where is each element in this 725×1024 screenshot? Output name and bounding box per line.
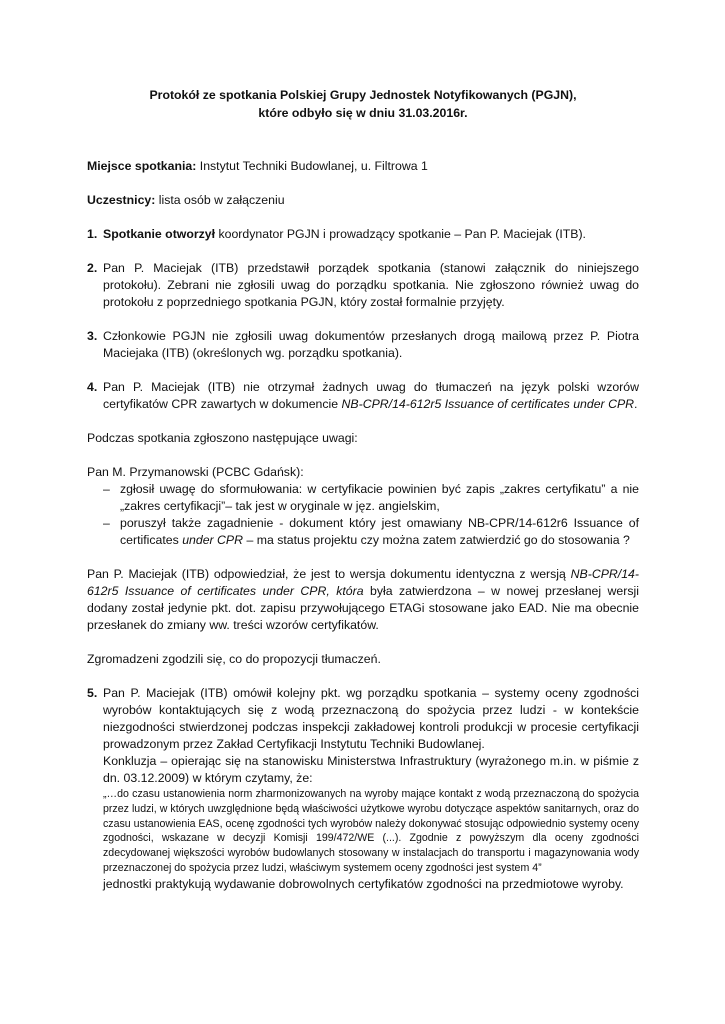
document-page	[87, 86, 639, 893]
item-2-text: Pan P. Maciejak (ITB) przedstawił porządek spotkania (stanowi załącznik do niniejszego protokołu). Zebrani nie zgłosili uwag do porządku spotkania. Nie zgłoszono również uwag do protokołu z poprzedniego spotkania PGJN, który został formalnie przyjęty.	[103, 261, 639, 309]
item-number: 4.	[87, 380, 98, 394]
meeting-place-label: Miejsce spotkania:	[87, 159, 197, 173]
item-5-text: Pan P. Maciejak (ITB) omówił kolejny pkt. wg porządku spotkania – systemy oceny zgodności wyrobów kontaktujących się z wodą przeznaczoną do spożycia przez ludzi - w kontekście niezgodności stwierdzonej podczas inspekcji zakładowej kontroli produkcji w procesie certyfikacji prowadzonym przez Zakład Certyfikacji Instytutu Techniki Budowlanej.	[103, 686, 639, 751]
response-paragraph	[87, 566, 639, 634]
bullet-2	[87, 515, 639, 549]
participants	[87, 192, 639, 209]
item-number: 2.	[87, 261, 98, 275]
participants-value: lista osób w załączeniu	[155, 193, 285, 207]
item-1-text: koordynator PGJN i prowadzący spotkanie – Pan P. Maciejak (ITB).	[215, 227, 586, 241]
item-4-text: Pan P. Maciejak (ITB) nie otrzymał żadnych uwag do tłumaczeń na język polski wzorów certyfikatów CPR zawartych w dokumencie	[103, 380, 639, 411]
item-5-conclusion: Konkluzja – opierając się na stanowisku Ministerstwa Infrastruktury (wyrażonego m.in. w piśmie z dn. 03.12.2009) w którym czytamy, że:	[103, 754, 639, 785]
item-number: 1.	[87, 227, 98, 241]
document-title	[87, 86, 639, 122]
response-doc-ref: NB-CPR/14-612r5 Issuance of certificates under CPR, która	[87, 567, 639, 598]
meeting-place	[87, 158, 639, 175]
response-start: Pan P. Maciejak (ITB) odpowiedział, że jest to wersja dokumentu identyczna z wersją	[87, 567, 571, 581]
meeting-place-value: Instytut Techniki Budowlanej, u. Filtrowa 1	[196, 159, 428, 173]
bullet-1-text: zgłosił uwagę do sformułowania: w certyfikacie powinien być zapis „zakres certyfikatu” a nie „zakres certyfikacji”– tak jest w oryginale w jęz. angielskim,	[120, 482, 639, 513]
agenda-item-1	[87, 226, 639, 243]
bullet-marker: –	[103, 516, 110, 530]
item-5-final: jednostki praktykują wydawanie dobrowolnych certyfikatów zgodności na przedmiotowe wyroby.	[103, 876, 624, 891]
item-number: 5.	[87, 686, 98, 700]
speaker: Pan M. Przymanowski (PCBC Gdańsk):	[87, 465, 304, 479]
bullet-1	[87, 481, 639, 515]
bullet-marker: –	[103, 482, 110, 496]
agenda-item-3	[87, 328, 639, 362]
item-1-bold: Spotkanie otworzył	[103, 227, 216, 241]
bullet-2-text: poruszył także zagadnienie - dokument który jest omawiany NB-CPR/14-612r6 Issuance of certificates	[120, 516, 639, 547]
title-line-1: Protokół ze spotkania Polskiej Grupy Jednostek Notyfikowanych (PGJN),	[149, 88, 577, 102]
remarks-intro: Podczas spotkania zgłoszono następujące uwagi:	[87, 431, 358, 445]
item-4-doc-ref: NB-CPR/14-612r5 Issuance of certificates under CPR	[341, 397, 635, 411]
item-4-end: .	[634, 397, 638, 411]
response-end: była zatwierdzona – w nowej przesłanej wersji dodany został jedynie pkt. dot. zapisu przywołującego ETAGi stosowane jako EAD. Nie ma obecnie przesłanek do zmiany ww. treści wzorów certyfikatów.	[87, 584, 639, 632]
ministry-quote: „…do czasu ustanowienia norm zharmonizowanych na wyroby mające kontakt z wodą przeznaczoną do spożycia przez ludzi, w których uwzględnione będą właściwości użytkowe wyrobu dotyczące aspektów sanitarnych, oraz do czasu ustanowienia EAS, ocenę zgodności tych wyrobów należy dokonywać stosując odpowiednio systemy oceny zgodności, wskazane w decyzji Komisji 199/472/WE (...). Zgodnie z powyższym dla oceny zgodności zdecydowanej większości wyrobów budowlanych stosowany w instalacjach do transportu i magazynowania wody przeznaczonej do spożycia przez ludzi, właściwym systemem oceny zgodności jest system 4”	[103, 788, 639, 874]
agenda-item-4	[87, 379, 639, 413]
item-number: 3.	[87, 329, 98, 343]
bullet-2-end: – ma status projektu czy można zatem zatwierdzić go do stosowania ?	[243, 533, 630, 547]
agenda-item-2	[87, 260, 639, 311]
participants-label: Uczestnicy:	[87, 193, 156, 207]
title-line-2: które odbyło się w dniu 31.03.2016r.	[258, 106, 468, 120]
item-3-text: Członkowie PGJN nie zgłosili uwag dokumentów przesłanych drogą mailową przez P. Piotra Maciejaka (ITB) (określonych wg. porządku spotkania).	[103, 329, 639, 360]
agenda-item-5	[87, 685, 639, 787]
bullet-2-italic: under CPR	[182, 533, 244, 547]
agreement: Zgromadzeni zgodzili się, co do propozycji tłumaczeń.	[87, 652, 381, 666]
